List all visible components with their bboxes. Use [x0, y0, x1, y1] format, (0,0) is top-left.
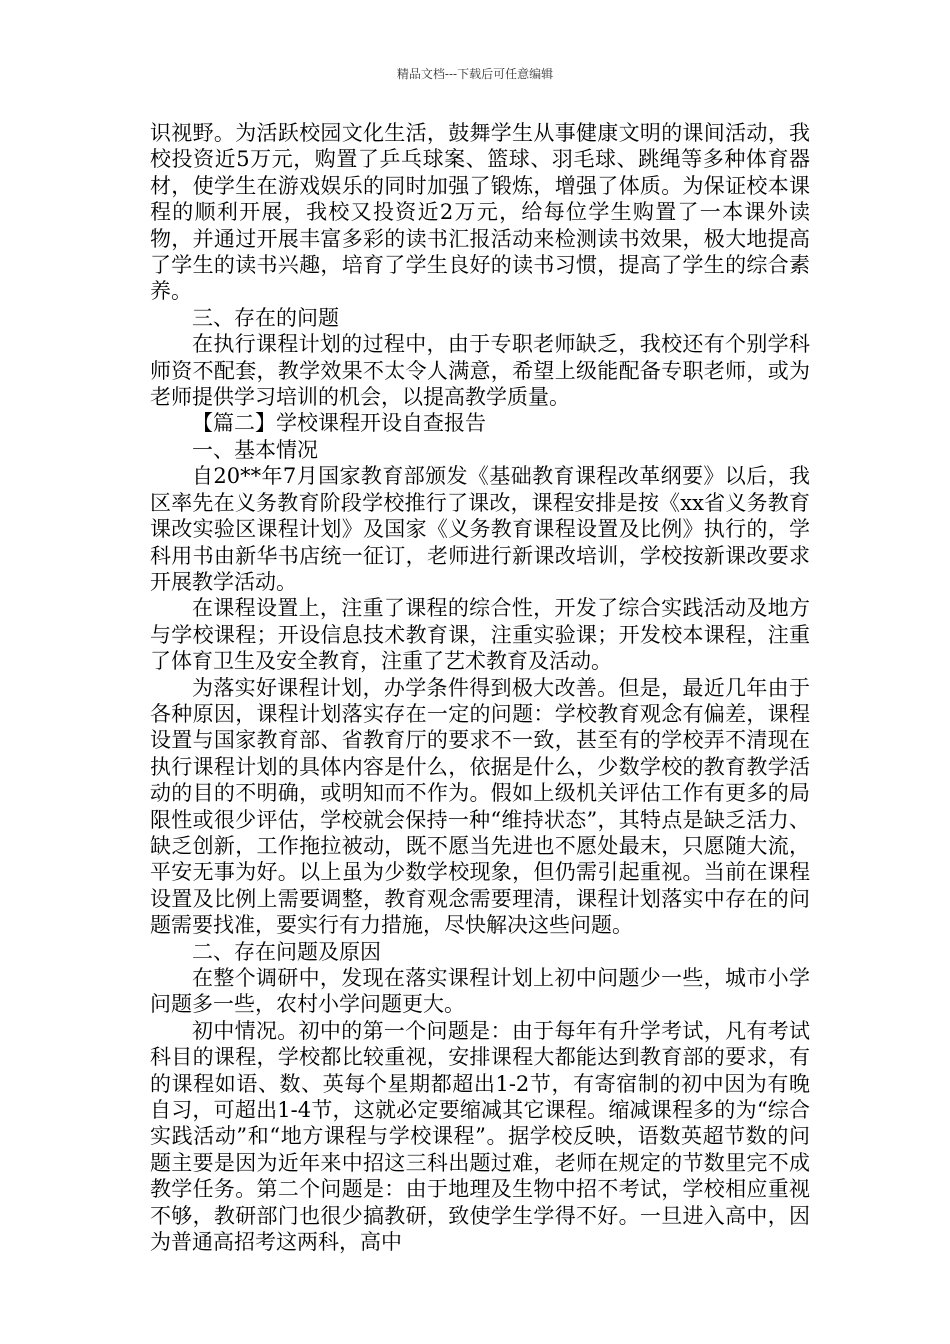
document-body [150, 120, 810, 1255]
paragraph-curriculum: 在课程设置上，注重了课程的综合性，开发了综合实践活动及地方与学校课程；开设信息技术教育课，注重实验课；开发校本课程，注重了体育卫生及安全教育，注重了艺术教育及活动。 [150, 596, 810, 674]
article-title: 【篇二】学校课程开设自查报告 [192, 411, 486, 436]
section-heading-basic: 一、基本情况 [192, 437, 318, 462]
paragraph-junior-high: 初中情况。初中的第一个问题是：由于每年有升学考试，凡有考试科目的课程，学校都比较重视，安排课程大都能达到教育部的要求，有的课程如语、数、英每个星期都超出1-2节，有寄宿制的初中因为有晚自习，可超出1-4节，这就必定要缩减其它课程。缩减课程多的为“综合实践活动”和“地方课程与学校课程”。据学校反映，语数英超节数的问题主要是因为近年来中招这三科出题过难，老师在规定的节数里完不成教学任务。第二个问题是：由于地理及生物中招不考试，学校相应重视不够，教研部门也很少搞教研，致使学生学得不好。一旦进入高中，因为普通高招考这两科，高中 [150, 1018, 810, 1255]
paragraph-implementation: 为落实好课程计划，办学条件得到极大改善。但是，最近几年由于各种原因，课程计划落实存在一定的问题：学校教育观念有偏差，课程设置与国家教育部、省教育厅的要求不一致，甚至有的学校弄不清现在执行课程计划的具体内容是什么，依据是什么，少数学校的教育教学活动的目的不明确，或明知而不作为。假如上级机关评估工作有更多的局限性或很少评估，学校就会保持一种“维持状态”，其特点是缺乏活力、缺乏创新，工作拖拉被动，既不愿当先进也不愿处最末，只愿随大流，平安无事为好。以上虽为少数学校现象，但仍需引起重视。当前在课程设置及比例上需要调整，教育观念需要理清，课程计划落实中存在的问题需要找准，要实行有力措施，尽快解决这些问题。 [150, 675, 810, 938]
paragraph-survey: 在整个调研中，发现在落实课程计划上初中问题少一些，城市小学问题多一些，农村小学问题更大。 [150, 966, 810, 1017]
paragraph-basic: 自20**年7月国家教育部颁发《基础教育课程改革纲要》以后，我区率先在义务教育阶段学校推行了课改，课程安排是按《xx省义务教育课改实验区课程计划》及国家《义务教育课程设置及比例》执行的，学科用书由新华书店统一征订，老师进行新课改培训，学校按新课改要求开展教学活动。 [150, 464, 810, 594]
paragraph-continuation: 识视野。为活跃校园文化生活，鼓舞学生从事健康文明的课间活动，我校投资近5万元，购置了乒乓球案、篮球、羽毛球、跳绳等多种体育器材，使学生在游戏娱乐的同时加强了锻炼，增强了体质。为保证校本课程的顺利开展，我校又投资近2万元，给每位学生购置了一本课外读物，并通过开展丰富多彩的读书汇报活动来检测读书效果，极大地提高了学生的读书兴趣，培育了学生良好的读书习惯，提高了学生的综合素养。 [150, 121, 810, 304]
section-heading-causes: 二、存在问题及原因 [192, 939, 381, 964]
paragraph-problems: 在执行课程计划的过程中，由于专职老师缺乏，我校还有个别学科师资不配套，教学效果不太令人满意，希望上级能配备专职老师，或为老师提供学习培训的机会，以提高教学质量。 [150, 332, 810, 410]
section-heading-problems: 三、存在的问题 [192, 305, 339, 330]
page-header: 精品文档---下载后可任意编辑 [396, 67, 554, 81]
